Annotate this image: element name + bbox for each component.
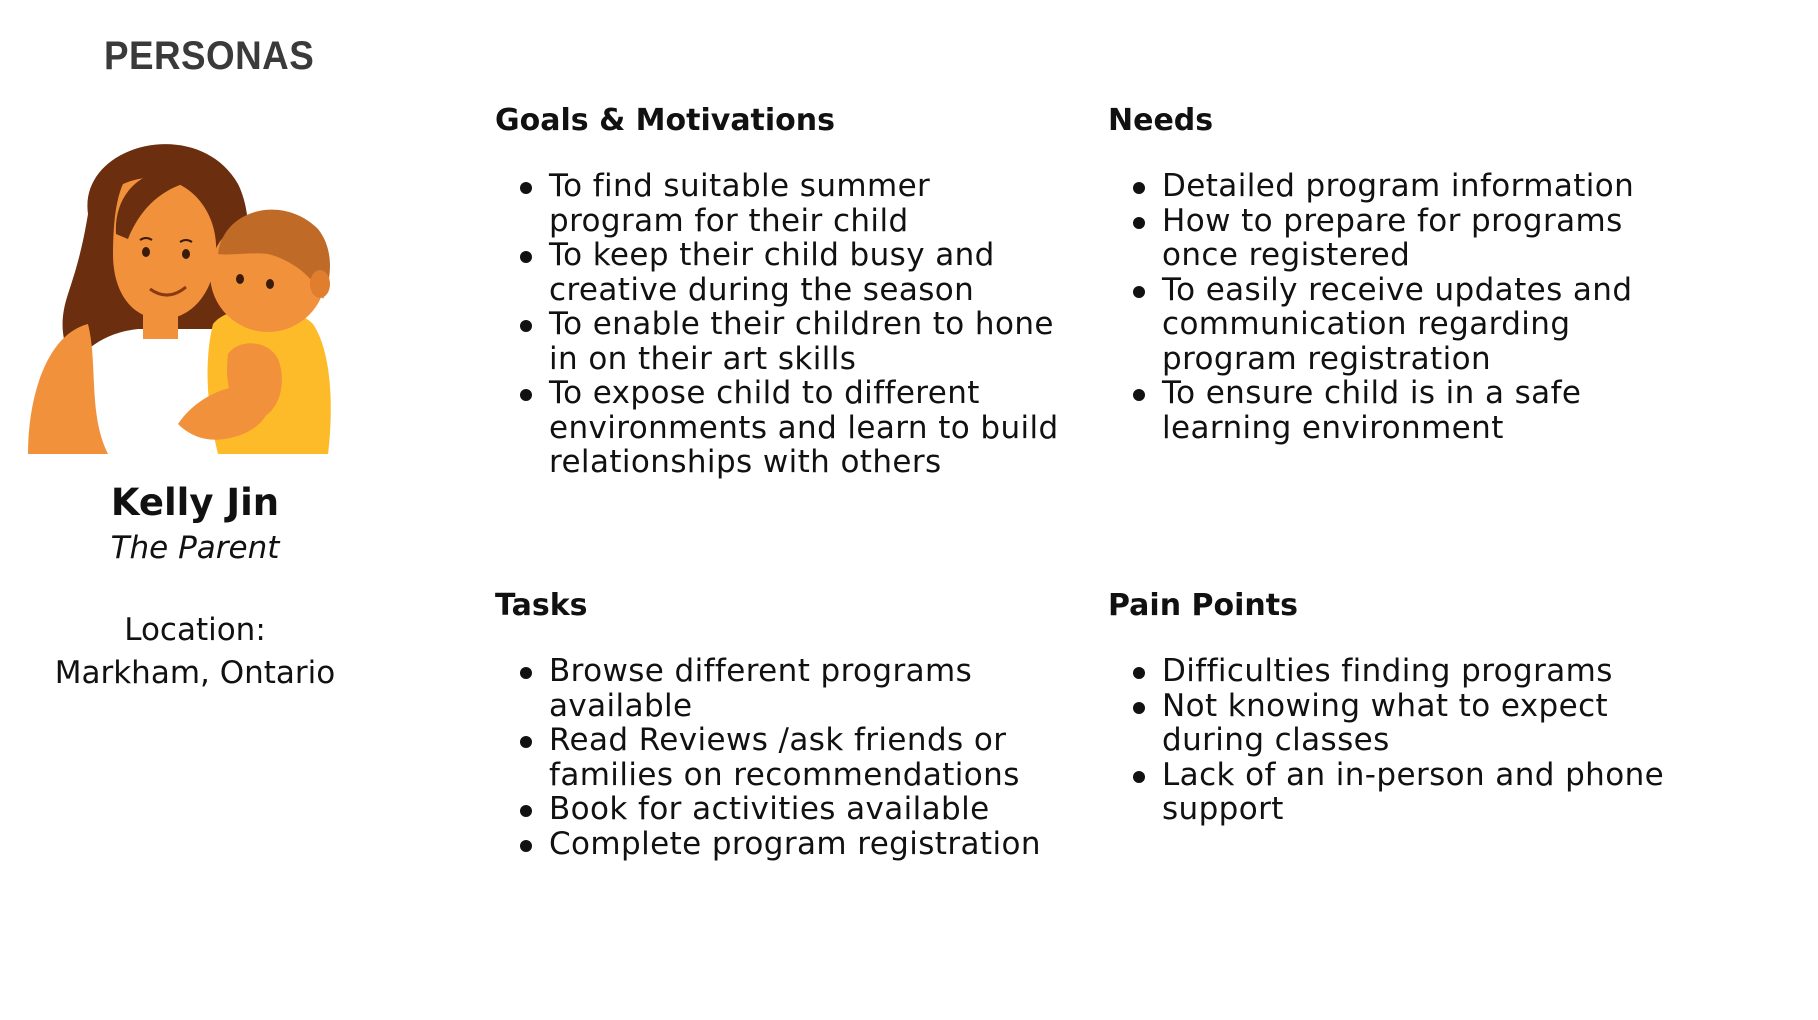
list-item: To easily receive updates and communication regarding program registration [1162,273,1678,377]
persona-name: Kelly Jin [110,481,280,524]
location-value: Markham, Ontario [54,655,336,691]
list-item: Complete program registration [549,827,1065,862]
goals-section [495,101,1065,480]
needs-section [1108,101,1678,445]
tasks-title: Tasks [495,588,588,623]
pain-points-list [1108,654,1678,827]
goals-list [495,169,1065,480]
pain-points-section [1108,586,1678,827]
persona-role: The Parent [110,530,280,566]
persona-profile [40,480,350,694]
needs-list [1108,169,1678,445]
list-item: To find suitable summer program for their child [549,169,1065,238]
list-item: To keep their child busy and creative during the season [549,238,1065,307]
location-label: Location: [124,612,266,648]
list-item: Lack of an in-person and phone support [1162,758,1678,827]
list-item: To expose child to different environments and learn to build relationships with others [549,376,1065,480]
list-item: How to prepare for programs once registered [1162,204,1678,273]
page-title: PERSONAS [104,34,315,78]
tasks-section [495,586,1065,861]
list-item: Detailed program information [1162,169,1678,204]
goals-title: Goals & Motivations [495,103,836,138]
list-item: Not knowing what to expect during classes [1162,689,1678,758]
needs-title: Needs [1108,103,1214,138]
pain-points-title: Pain Points [1108,588,1298,623]
list-item: To ensure child is in a safe learning environment [1162,376,1678,445]
list-item: Difficulties finding programs [1162,654,1678,689]
list-item: Book for activities available [549,792,1065,827]
list-item: Read Reviews /ask friends or families on recommendations [549,723,1065,792]
list-item: To enable their children to hone in on their art skills [549,307,1065,376]
tasks-list [495,654,1065,861]
persona-avatar [28,124,368,454]
list-item: Browse different programs available [549,654,1065,723]
